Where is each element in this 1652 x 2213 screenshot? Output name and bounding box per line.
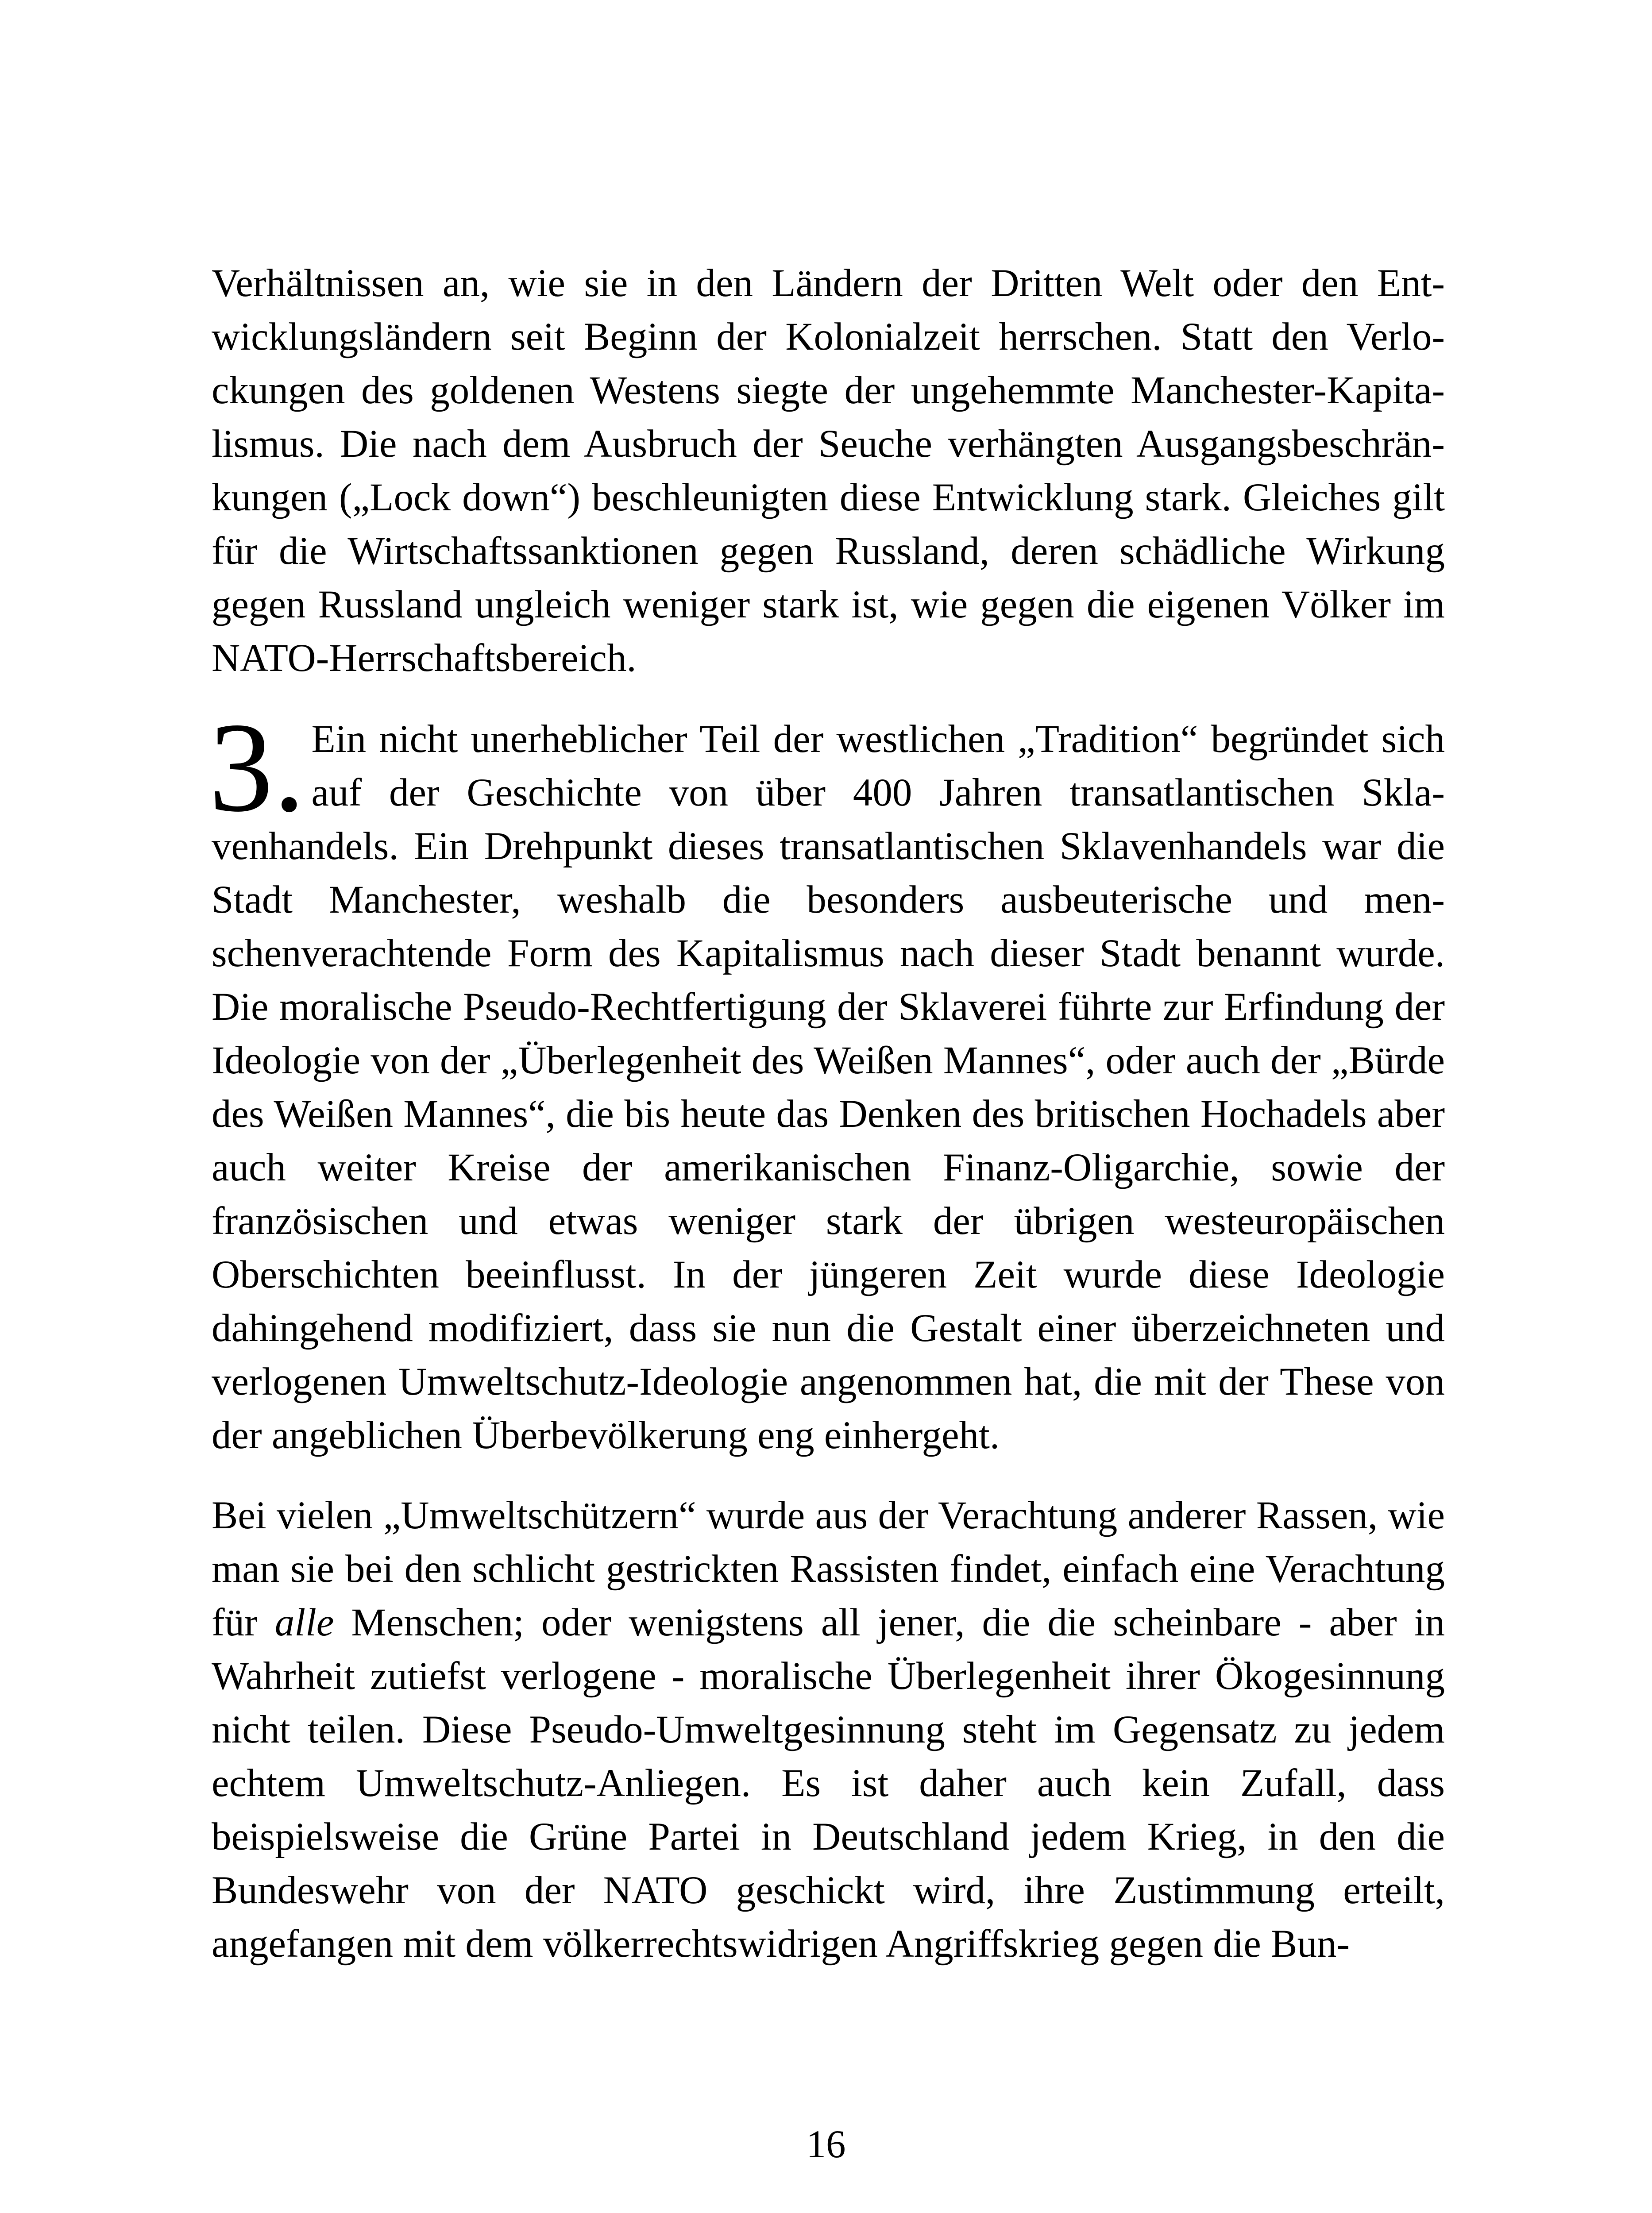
paragraph-3: [212, 1489, 1445, 1971]
page-number: 16: [806, 2123, 846, 2166]
paragraph-1: Verhältnissen an, wie sie in den Ländern der Dritten Welt oder den Entwicklungsländern seit Beginn der Kolonialzeit herrschen. Statt den Verlockungen des goldenen Westens siegte der ungehemmte Manchester-Kapitalismus. Die nach dem Ausbruch der Seuche verhängten Ausgangsbeschränkungen („Lock down“) beschleunigten diese Entwicklung stark. Gleiches gilt für die Wirtschaftssanktionen gegen Russland, deren schädliche Wirkung gegen Russland ungleich weniger stark ist, wie gegen die eigenen Völker im NATO-Herrschaftsbereich.: [212, 262, 1445, 680]
section-3: [209, 696, 1445, 1462]
paragraph-3-start: Bei vielen „Umweltschützern“ wurde aus der Verachtung anderer Rassen, wie man sie bei den schlicht gestrickten Rassisten findet, einfach eine Verachtung für: [212, 1494, 1445, 1644]
emphasis-alle: alle: [274, 1601, 334, 1644]
page-body: [209, 257, 1445, 1971]
paragraph-3-end: Menschen; oder wenigstens all jener, die die scheinbare - aber in Wahrheit zutiefst verlogene - moralische Überlegenheit ihrer Ökogesinnung nicht teilen. Diese Pseudo-Umweltgesinnung steht im Gegensatz zu jedem echtem Umweltschutz-Anliegen. Es ist daher auch kein Zufall, dass beispielsweise die Grüne Partei in Deutschland jedem Krieg, in den die Bundeswehr von der NATO geschickt wird, ihre Zustimmung erteilt, angefangen mit dem völkerrechtswidrigen Angriffskrieg gegen die Bun-: [212, 1601, 1445, 1966]
section-number-dropcap: 3.: [209, 696, 305, 838]
section-3-text: Ein nicht unerheblicher Teil der westlichen „Tradition“ begründet sich auf der Geschichte von über 400 Jahren transatlantischen Sklavenhandels. Ein Drehpunkt dieses transatlantischen Sklavenhandels war die Stadt Manchester, weshalb die besonders ausbeuterische und menschenverachtende Form des Kapitalismus nach dieser Stadt benannt wurde. Die moralische Pseudo-Rechtfertigung der Sklaverei führte zur Erfindung der Ideologie von der „Überlegenheit des Weißen Mannes“, oder auch der „Bürde des Weißen Mannes“, die bis heute das Denken des britischen Hochadels aber auch weiter Kreise der amerikanischen Finanz-Oligarchie, sowie der französischen und etwas weniger stark der übrigen westeuropäischen Oberschichten beeinflusst. In der jüngeren Zeit wurde diese Ideologie dahingehend modifiziert, dass sie nun die Gestalt einer überzeichneten und verlogenen Umweltschutz-Ideologie angenommen hat, die mit der These von der angeblichen Überbevölkerung eng einhergeht.: [212, 717, 1445, 1457]
